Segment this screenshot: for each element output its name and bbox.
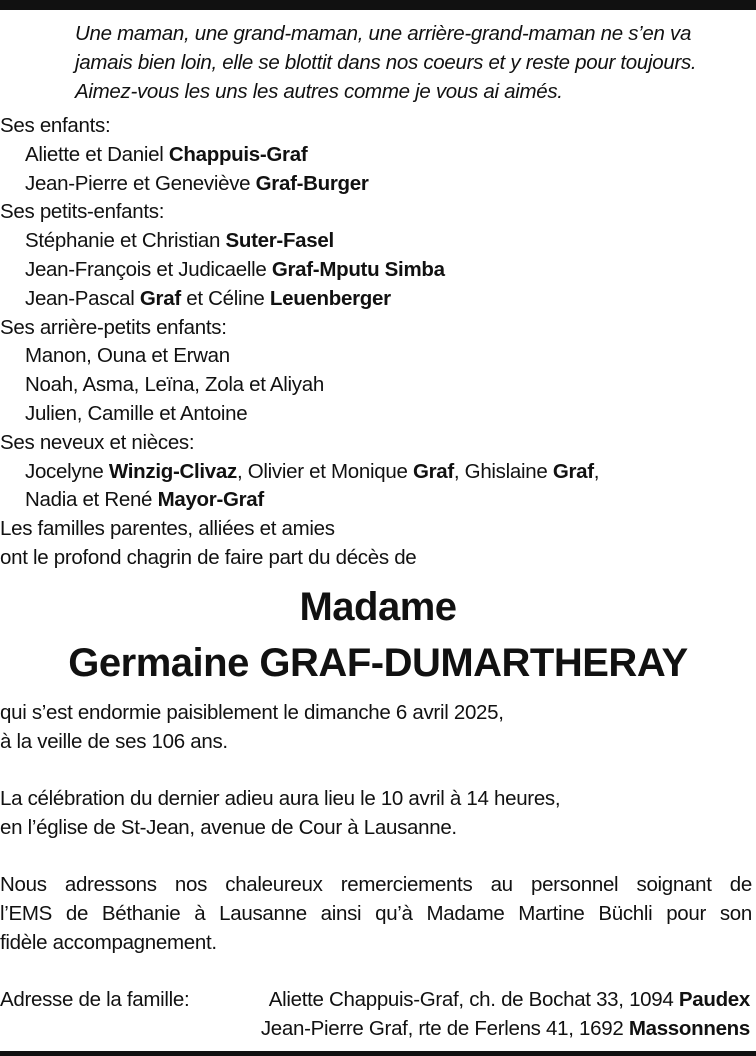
deceased-name: Germaine GRAF-DUMARTHERAY	[68, 641, 688, 685]
closing-line: ont le profond chagrin de faire part du décès de	[0, 545, 417, 569]
address-label: Adresse de la famille:	[0, 988, 190, 1011]
text-line: à la veille de ses 106 ans.	[0, 729, 228, 753]
family-member: Jean-Pierre et Geneviève Graf-Burger	[25, 171, 369, 195]
nephews-heading: Ses neveux et nièces:	[0, 430, 195, 454]
deceased-title: Madame	[299, 585, 457, 629]
grandchildren-heading: Ses petits-enfants:	[0, 200, 165, 224]
quote-line: Une maman, une grand-maman, une arrière-grand-maman ne s’en va	[75, 22, 692, 45]
top-rule	[0, 0, 756, 10]
text-line: qui s’est endormie paisiblement le dimanche 6 avril 2025,	[0, 701, 504, 724]
text-line: Nous adressons nos chaleureux remerciements au personnel soignant de	[0, 873, 752, 896]
thanks-paragraph	[0, 871, 756, 957]
bottom-rule	[0, 1051, 756, 1056]
text-line: en l’église de St-Jean, avenue de Cour à Lausanne.	[0, 815, 457, 839]
great-grandchildren-heading: Ses arrière-petits enfants:	[0, 315, 227, 339]
family-member: Nadia et René Mayor-Graf	[25, 488, 264, 512]
family-list	[0, 112, 756, 573]
children-heading: Ses enfants:	[0, 114, 111, 137]
text-line: l’EMS de Béthanie à Lausanne ainsi qu’à Madame Martine Büchli pour son	[0, 901, 752, 925]
quote-line: jamais bien loin, elle se blottit dans nos coeurs et y reste pour toujours.	[75, 51, 697, 74]
passing-paragraph	[0, 699, 756, 757]
family-member: Jocelyne Winzig-Clivaz, Olivier et Monique Graf, Ghislaine Graf,	[25, 459, 600, 483]
family-member: Noah, Asma, Leïna, Zola et Aliyah	[25, 373, 324, 397]
closing-line: Les familles parentes, alliées et amies	[0, 517, 335, 541]
family-member: Jean-Pascal Graf et Céline Leuenberger	[25, 286, 391, 310]
family-member: Manon, Ouna et Erwan	[25, 344, 230, 368]
address-line: Jean-Pierre Graf, rte de Ferlens 41, 1692 Massonnens	[260, 1017, 750, 1040]
ceremony-paragraph	[0, 785, 756, 843]
epigraph-quote	[75, 19, 755, 106]
family-member: Aliette et Daniel Chappuis-Graf	[25, 142, 308, 166]
family-member: Julien, Camille et Antoine	[25, 401, 248, 425]
family-member: Stéphanie et Christian Suter-Fasel	[25, 229, 334, 253]
text-line: La célébration du dernier adieu aura lieu le 10 avril à 14 heures,	[0, 787, 561, 810]
address-line: Aliette Chappuis-Graf, ch. de Bochat 33, 1094 Paudex	[268, 988, 750, 1011]
quote-line: Aimez-vous les uns les autres comme je vous ai aimés.	[75, 80, 563, 103]
text-line: fidèle accompagnement.	[0, 930, 217, 954]
family-member: Jean-François et Judicaelle Graf-Mputu Simba	[25, 257, 445, 281]
